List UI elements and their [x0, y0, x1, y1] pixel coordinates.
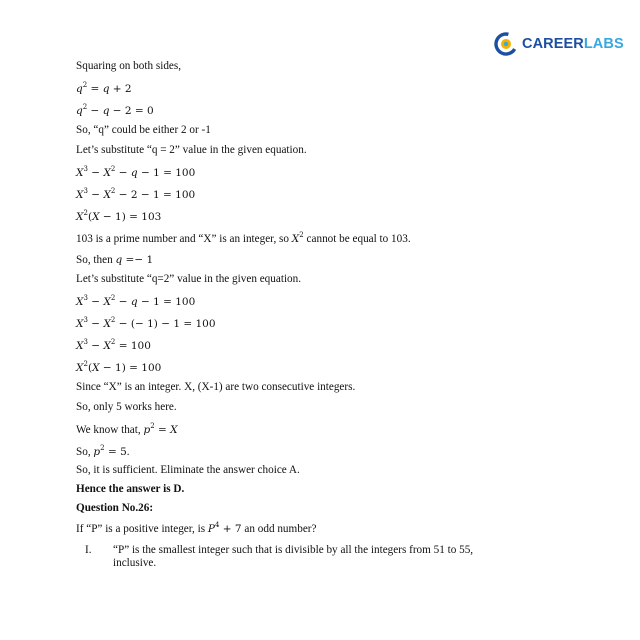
equation-line: $X^3 - X^2 = 100$ — [76, 338, 151, 352]
equation-line: $X^2(X - 1) = 100$ — [76, 360, 162, 374]
equation-line: $X^3 - X^2 - q - 1 = 100$ — [76, 294, 196, 308]
logo-wordmark — [522, 36, 624, 52]
question-heading-text: Question No.26: — [76, 502, 154, 514]
careerlabs-logo-icon — [494, 32, 518, 56]
equation-line: $X^3 - X^2 - 2 - 1 = 100$ — [76, 187, 196, 201]
equation-line: $q^2 - q - 2 = 0$ — [76, 103, 154, 117]
list-item-number: I. — [85, 544, 92, 556]
answer-line — [76, 482, 184, 496]
equation-line: $X^3 - X^2 - q - 1 = 100$ — [76, 165, 196, 179]
question-text: If “P” is a positive integer, is $P^4 + 7$ an odd number? — [76, 521, 317, 535]
question-heading — [76, 501, 153, 515]
list-item-text: “P” is the smallest integer such that is divisible by all the integers from 51 to 55, — [113, 544, 474, 556]
list-item-text: inclusive. — [113, 557, 157, 569]
text-line: So, $p^2 = 5$. — [76, 444, 130, 458]
careerlabs-logo — [494, 32, 624, 56]
text-line: We know that, $p^2 = X$ — [76, 422, 178, 436]
equation-line: $X^2(X - 1) = 103$ — [76, 209, 162, 223]
equation-line: $q^2 = q + 2$ — [76, 81, 132, 95]
logo-text-career: CAREER — [522, 36, 584, 52]
text-line: So, it is sufficient. Eliminate the answer choice A. — [76, 464, 300, 476]
text-line: So, only 5 works here. — [76, 401, 177, 413]
text-line: Squaring on both sides, — [76, 60, 182, 72]
logo-text-labs: LABS — [583, 36, 624, 52]
text-line: So, “q” could be either 2 or -1 — [76, 124, 211, 136]
text-line: Let’s substitute “q=2” value in the given equation. — [76, 273, 302, 285]
text-line: Let’s substitute “q = 2” value in the given equation. — [76, 144, 307, 156]
text-line: 103 is a prime number and “X” is an integer, so $X^2$ cannot be equal to 103. — [76, 231, 411, 245]
equation-line: $X^3 - X^2$ − (− 1) − 1 = 100 — [76, 316, 216, 330]
text-line: Since “X” is an integer. X, (X-1) are two consecutive integers. — [76, 381, 356, 393]
text-line: So, then q =− 1 — [76, 254, 154, 266]
answer-text: Hence the answer is D. — [76, 483, 185, 495]
